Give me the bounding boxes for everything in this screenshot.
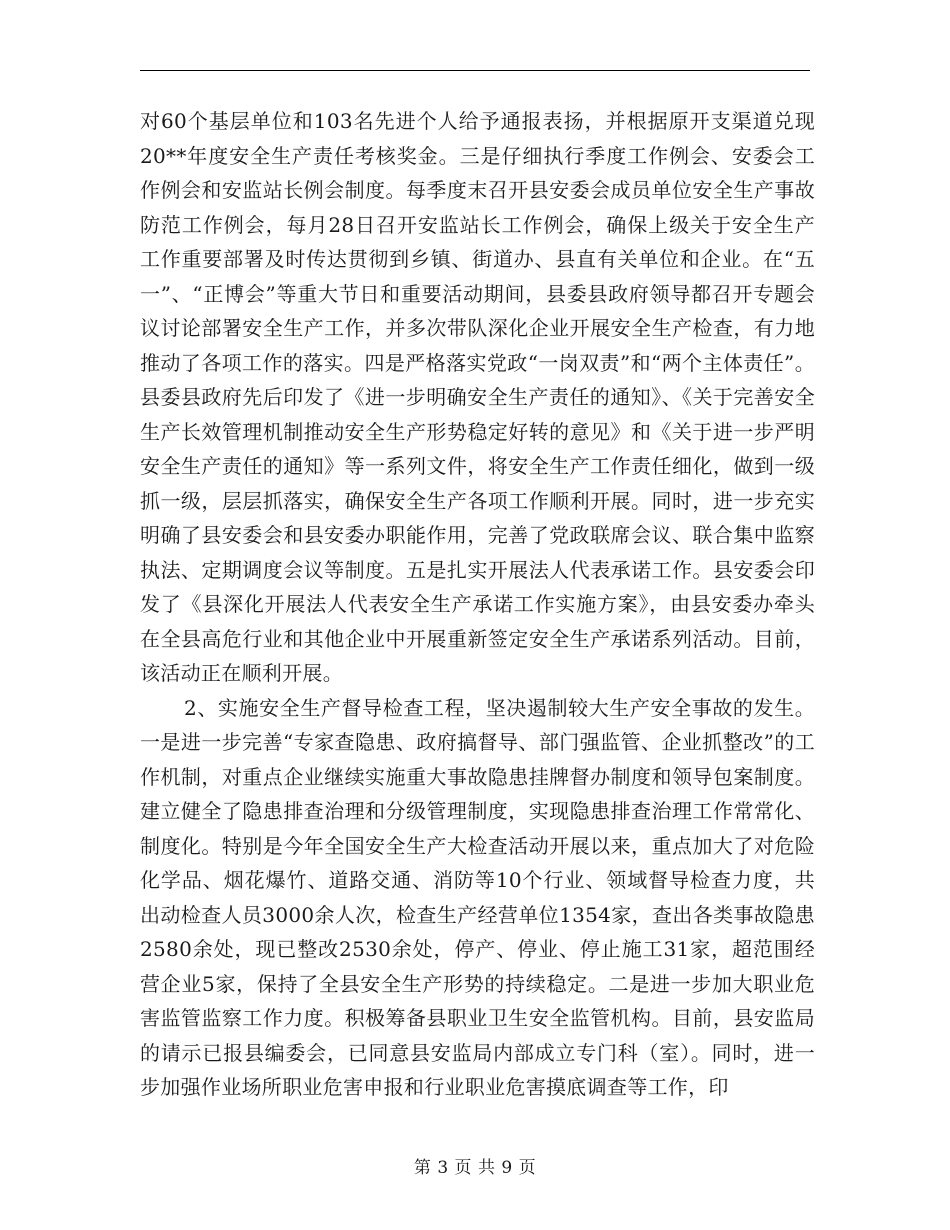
paragraph-2: 2、实施安全生产督导检查工程，坚决遏制较大生产安全事故的发生。一是进一步完善“专家查隐患、政府搞督导、部门强监管、企业抓整改”的工作机制，对重点企业继续实施重大事故隐患挂牌督办制度和领导包案制度。建立健全了隐患排查治理和分级管理制度，实现隐患排查治理工作常常化、制度化。特别是今年全国安全生产大检查活动开展以来，重点加大了对危险化学品、烟花爆竹、道路交通、消防等10个行业、领域督导检查力度，共出动检查人员3000余人次，检查生产经营单位1354家，查出各类事故隐患2580余处，现已整改2530余处，停产、停业、停止施工31家，超范围经营企业5家，保持了全县安全生产形势的持续稳定。二是进一步加大职业危害监管监察工作力度。积极筹备县职业卫生安全监管机构。目前，县安监局的请示已报县编委会，已同意县安监局内部成立专门科（室）。同时，进一步加强作业场所职业危害申报和行业职业危害摸底调查等工作，印: [140, 695, 815, 1099]
document-body: [140, 104, 815, 1105]
page-number-footer: 第 3 页 共 9 页: [413, 1158, 537, 1178]
header-rule: [140, 70, 810, 71]
paragraph-1: 对60个基层单位和103名先进个人给予通报表扬，并根据原开支渠道兑现20**年度安全生产责任考核奖金。三是仔细执行季度工作例会、安委会工作例会和安监站长例会制度。每季度末召开县安委会成员单位安全生产事故防范工作例会，每月28日召开安监站长工作例会，确保上级关于安全生产工作重要部署及时传达贯彻到乡镇、街道办、县直有关单位和企业。在“五一”、“正博会”等重大节日和重要活动期间，县委县政府领导都召开专题会议讨论部署安全生产工作，并多次带队深化企业开展安全生产检查，有力地推动了各项工作的落实。四是严格落实党政“一岗双责”和“两个主体责任”。县委县政府先后印发了《进一步明确安全生产责任的通知》、《关于完善安全生产长效管理机制推动安全生产形势稳定好转的意见》和《关于进一步严明安全生产责任的通知》等一系列文件，将安全生产工作责任细化，做到一级抓一级，层层抓落实，确保安全生产各项工作顺利开展。同时，进一步充实明确了县安委会和县安委办职能作用，完善了党政联席会议、联合集中监察执法、定期调度会议等制度。五是扎实开展法人代表承诺工作。县安委会印发了《县深化开展法人代表安全生产承诺工作实施方案》，由县安委办牵头在全县高危行业和其他企业中开展重新签定安全生产承诺系列活动。目前，该活动正在顺利开展。: [140, 109, 815, 685]
